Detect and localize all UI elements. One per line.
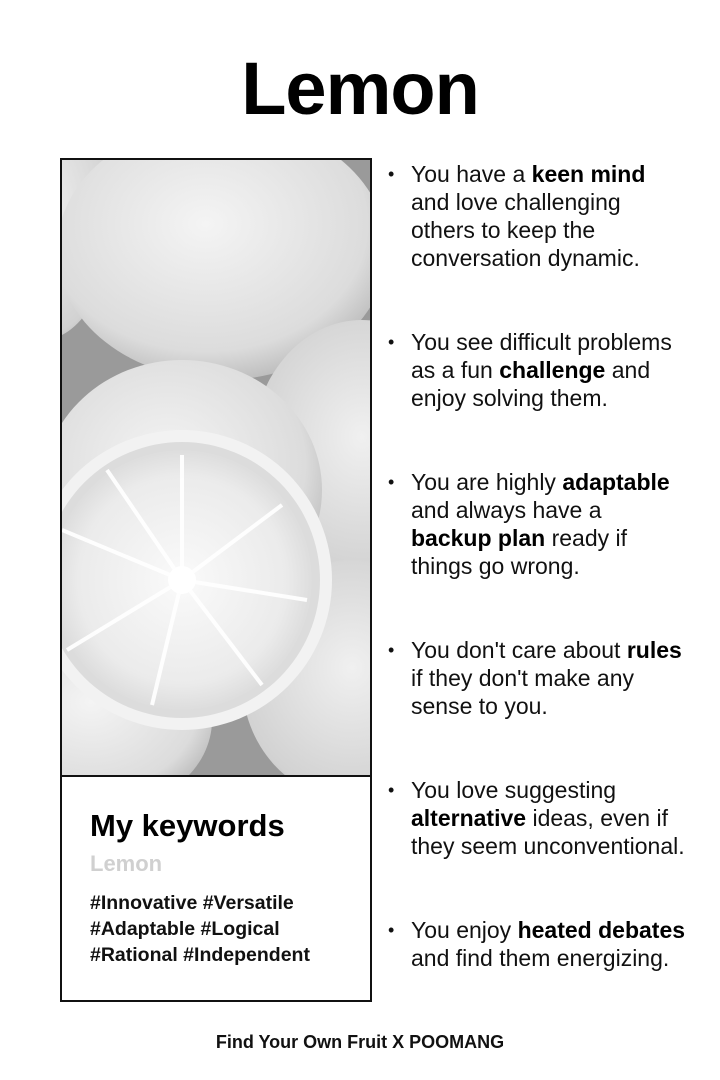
keywords-section (90, 806, 354, 968)
keywords-fruit-name: Lemon (90, 851, 163, 876)
bullet-dot-icon: • (388, 780, 395, 800)
keyword-tags-line: #Adaptable #Logical (90, 918, 280, 940)
keyword-tags-line: #Innovative #Versatile (90, 892, 294, 914)
trait-item: • You don't care about rules if they don't make any sense to you. (388, 637, 682, 719)
footer-credit: Find Your Own Fruit X POOMANG (215, 1032, 505, 1052)
lemon-photo (62, 160, 370, 777)
trait-item: • You love suggesting alternative ideas, even if they seem unconventional. (388, 777, 685, 859)
keyword-tags (90, 890, 354, 968)
keyword-card (60, 158, 372, 1002)
trait-item: • You see difficult problems as a fun challenge and enjoy solving them. (388, 329, 672, 411)
bullet-dot-icon: • (388, 332, 395, 352)
bullet-dot-icon: • (388, 920, 395, 940)
bullet-dot-icon: • (388, 164, 395, 184)
bullet-dot-icon: • (388, 640, 395, 660)
page-title: Lemon (241, 47, 479, 130)
keywords-heading: My keywords (90, 808, 285, 843)
trait-item: • You enjoy heated debates and find them energizing. (388, 917, 686, 971)
keyword-tags-line: #Rational #Independent (90, 944, 310, 966)
trait-item: • You have a keen mind and love challenging others to keep the conversation dynamic. (388, 161, 646, 271)
bullet-dot-icon: • (388, 472, 395, 492)
trait-item: • You are highly adaptable and always have a backup plan ready if things go wrong. (388, 469, 670, 579)
